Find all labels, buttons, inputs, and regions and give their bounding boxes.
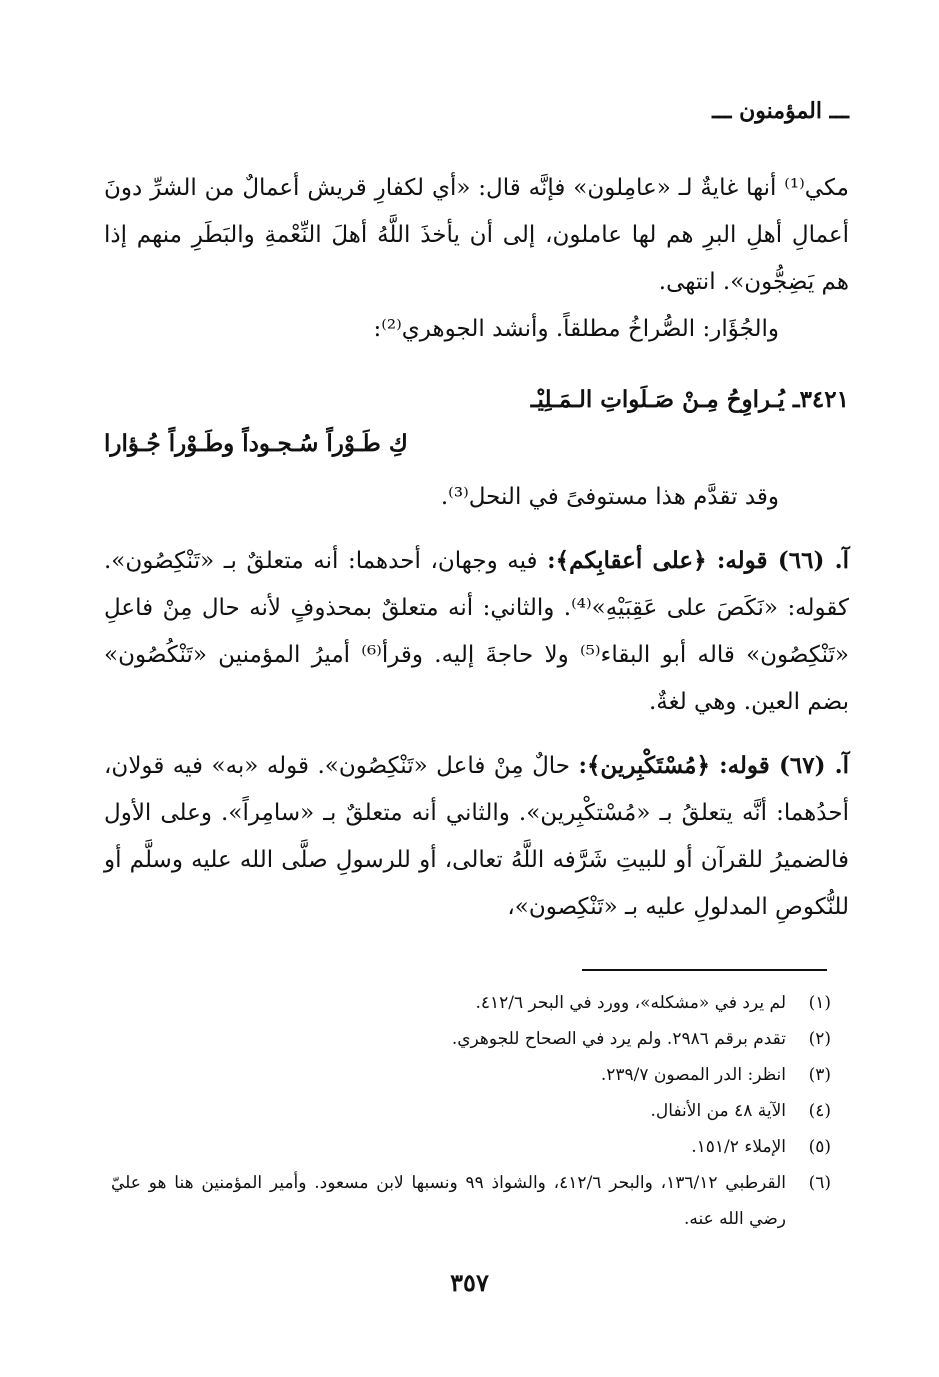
footnote-number: (٣) [808, 1065, 831, 1085]
verse-66-heading: آ. (٦٦) قوله: ﴿على أعقابِكم﴾: [547, 547, 850, 574]
page-number: ٣٥٧ [450, 1268, 489, 1297]
footnote-item [111, 985, 831, 1021]
footnote-item [111, 1093, 831, 1129]
footnote-text: تقدم برقم ٢٩٨٦. ولم يرد في الصحاح للجوهري. [451, 1029, 786, 1049]
verse-hemistich-second: كِ طَـوْراً سُـجـوداً وطَـوْراً جُـؤارا [104, 430, 408, 457]
footnote-text: الإملاء ١٥١/٢. [691, 1137, 786, 1157]
main-text-top [104, 165, 849, 353]
paragraph-nahl-ref: وقد تقدَّم هذا مستوفىً في النحل⁽³⁾. [440, 484, 779, 510]
footnote-item [111, 1165, 831, 1237]
footnote-text: لم يرد في «مشكله»، وورد في البحر ٤١٢/٦. [475, 993, 786, 1013]
paragraph-verse-67 [104, 742, 849, 931]
footnote-text: انظر: الدر المصون ٢٣٩/٧. [600, 1065, 786, 1085]
verse-67-heading: آ. (٦٧) قوله: ﴿مُسْتَكْبِرين﴾: [578, 752, 849, 779]
footnote-item [111, 1021, 831, 1057]
footnote-separator [582, 969, 827, 971]
paragraph-verse-66 [104, 537, 849, 726]
footnote-text: الآية ٤٨ من الأنفال. [650, 1101, 786, 1121]
footnotes-list [111, 985, 831, 1237]
footnote-number: (٤) [808, 1101, 831, 1121]
main-text-bottom [104, 474, 849, 931]
footnote-number: (٢) [808, 1029, 831, 1049]
verse-67-commentary: حالٌ مِنْ فاعل «تَنْكِصُون». قوله «به» فيه قولان، أحدُهما: أنَّه يتعلقُ بـ «مُسْتكْبِرين». والثاني أنه متعلقٌ بـ «سامِراً». وعلى الأول فالضميرُ للقرآن أو للبيتِ شَرَّفه اللَّهُ تعالى، أو للرسولِ صلَّى الله عليه وسلَّم أو للنُّكوصِ المدلولِ عليه بـ «تَنْكِصون»، [104, 753, 849, 920]
paragraph-makki: مكي⁽¹⁾ أنها غايةٌ لـ «عامِلون» فإنَّه قال: «أي لكفارِ قريش أعمالٌ من الشرِّ دونَ أعمالِ أهلِ البرِ هم لها عاملون، إلى أن يأخذَ اللَّهُ أهلَ النِّعْمةِ والبَطَرِ منهم إذا هم يَضِجُّون». انتهى. [104, 175, 849, 295]
footnote-item [111, 1129, 831, 1165]
footnote-number: (١) [808, 993, 831, 1013]
footnote-item [111, 1057, 831, 1093]
footnote-text: القرطبي ١٣٦/١٢، والبحر ٤١٢/٦، والشواذ ٩٩ ونسبها لابن مسعود. وأمير المؤمنين هنا هو عليّ رضي الله عنه. [111, 1173, 786, 1229]
footnote-number: (٦) [808, 1173, 831, 1193]
verse-hemistich-first: ٣٤٢١ـ يُـراوِحُ مِـنْ صَـلَواتِ الـمَـلِيْـ [530, 386, 849, 413]
verse-66-commentary: فيه وجهان، أحدهما: أنه متعلقٌ بـ «تَنْكِصُون». كقوله: «نَكَصَ على عَقِبَيْهِ»⁽⁴⁾. والثاني: أنه متعلقٌ بمحذوفٍ لأنه حال مِنْ فاعلِ «تَنْكِصُون» قاله أبو البقاء⁽⁵⁾ ولا حاجةَ إليه. وقرأ⁽⁶⁾ أميرُ المؤمنين «تَنْكُصُون» بضم العين. وهي لغةٌ. [104, 548, 849, 715]
footnote-number: (٥) [808, 1137, 831, 1157]
running-header: ـــ المؤمنون ـــ [712, 98, 849, 124]
paragraph-juaar: والجُؤَار: الصُّراخُ مطلقاً. وأنشد الجوهري⁽²⁾: [373, 316, 779, 342]
